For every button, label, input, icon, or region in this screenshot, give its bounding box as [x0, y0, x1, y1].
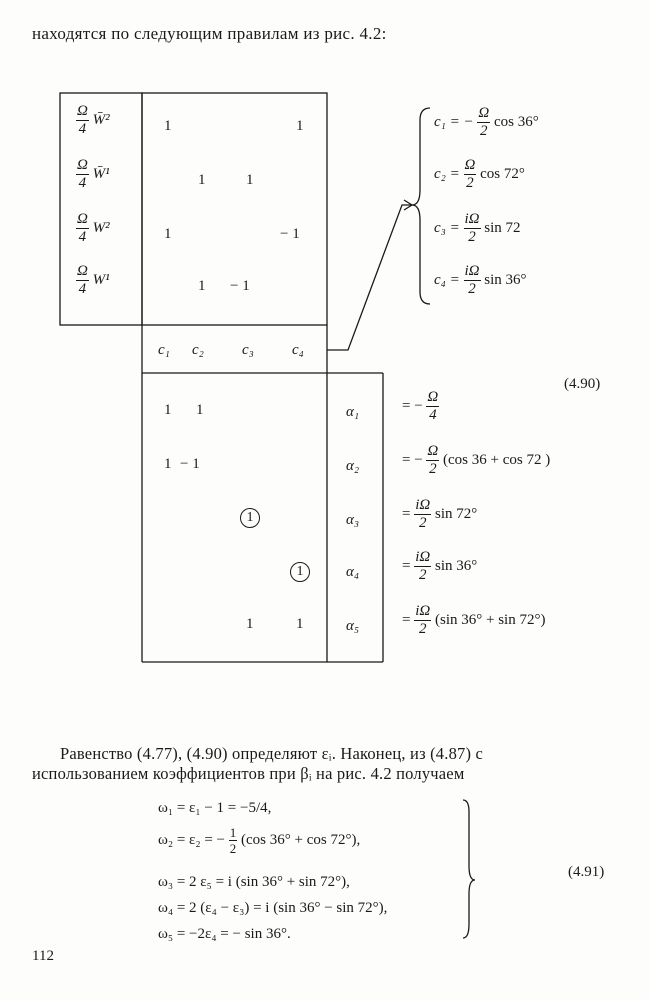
alpha-value: = $\frac{i\Omega}{2}$ sin 72° [402, 497, 478, 531]
c-definition: c₂ = $\frac{\Omega}{2}$ cos 72° [434, 157, 525, 191]
c-header: c₄ [292, 342, 304, 358]
lower-cell: 1 [296, 616, 304, 632]
equation-number: (4.90) [564, 376, 601, 392]
lower-cell: 1 [164, 456, 172, 472]
page-number: 112 [32, 948, 54, 964]
alpha-label: α₂ [346, 458, 360, 474]
upper-row-label: $\frac{\Omega}{4}$ W̄¹ [77, 157, 110, 191]
alpha-label: α₁ [346, 404, 360, 420]
lower-cell: 1 [246, 616, 254, 632]
upper-cell: 1 [198, 278, 206, 294]
c-definition: c₄ = $\frac{i\Omega}{2}$ sin 36° [434, 263, 527, 297]
lower-cell: 1 [164, 402, 172, 418]
alpha-label: α₃ [346, 512, 360, 528]
alpha-value: = − $\frac{\Omega}{2}$ (cos 36 + cos 72 ) [402, 443, 551, 477]
c-header: c₂ [192, 342, 204, 358]
lower-cell: − 1 [180, 456, 200, 472]
omega-equation: ω₅ = −2ε₄ = − sin 36°. [158, 926, 291, 942]
upper-cell: 1 [296, 118, 304, 134]
alpha-value: = $\frac{i\Omega}{2}$ (sin 36° + sin 72°) [402, 603, 546, 637]
paragraph-line: использованием коэффициентов при βᵢ на рис. 4.2 получаем [32, 764, 465, 783]
omega-equation: ω₂ = ε₂ = − $\frac{1}{2}$ (cos 36° + cos 72°), [158, 825, 361, 856]
alpha-value: = − $\frac{\Omega}{4}$ [402, 389, 439, 423]
upper-row-label: $\frac{\Omega}{4}$ W̄² [77, 103, 110, 137]
upper-cell: − 1 [230, 278, 250, 294]
intro-text: находятся по следующим правилам из рис. 4.2: [32, 24, 387, 43]
c-definition: c₃ = $\frac{i\Omega}{2}$ sin 72 [434, 211, 521, 245]
alpha-label: α₄ [346, 564, 360, 580]
omega-equation: ω₄ = 2 (ε₄ − ε₃) = i (sin 36° − sin 72°), [158, 900, 388, 916]
c-header: c₃ [242, 342, 254, 358]
c-definition: c₁ = − $\frac{\Omega}{2}$ cos 36° [434, 105, 539, 139]
lower-cell-circled: 1 [240, 508, 260, 528]
alpha-value: = $\frac{i\Omega}{2}$ sin 36° [402, 549, 478, 583]
upper-cell: 1 [246, 172, 254, 188]
upper-cell: − 1 [280, 226, 300, 242]
upper-row-label: $\frac{\Omega}{4}$ W² [77, 211, 110, 245]
c-header: c₁ [158, 342, 170, 358]
omega-equation: ω₃ = 2 ε₅ = i (sin 36° + sin 72°), [158, 874, 350, 890]
upper-row-label: $\frac{\Omega}{4}$ W¹ [77, 263, 110, 297]
equation-number: (4.91) [568, 864, 605, 880]
lower-cell: 1 [196, 402, 204, 418]
upper-cell: 1 [164, 226, 172, 242]
upper-cell: 1 [198, 172, 206, 188]
alpha-label: α₅ [346, 618, 360, 634]
omega-equation: ω₁ = ε₁ − 1 = −5/4, [158, 800, 272, 816]
paragraph-line: Равенство (4.77), (4.90) определяют εᵢ. Наконец, из (4.87) с [60, 744, 484, 763]
lower-cell-circled: 1 [290, 562, 310, 582]
upper-cell: 1 [164, 118, 172, 134]
